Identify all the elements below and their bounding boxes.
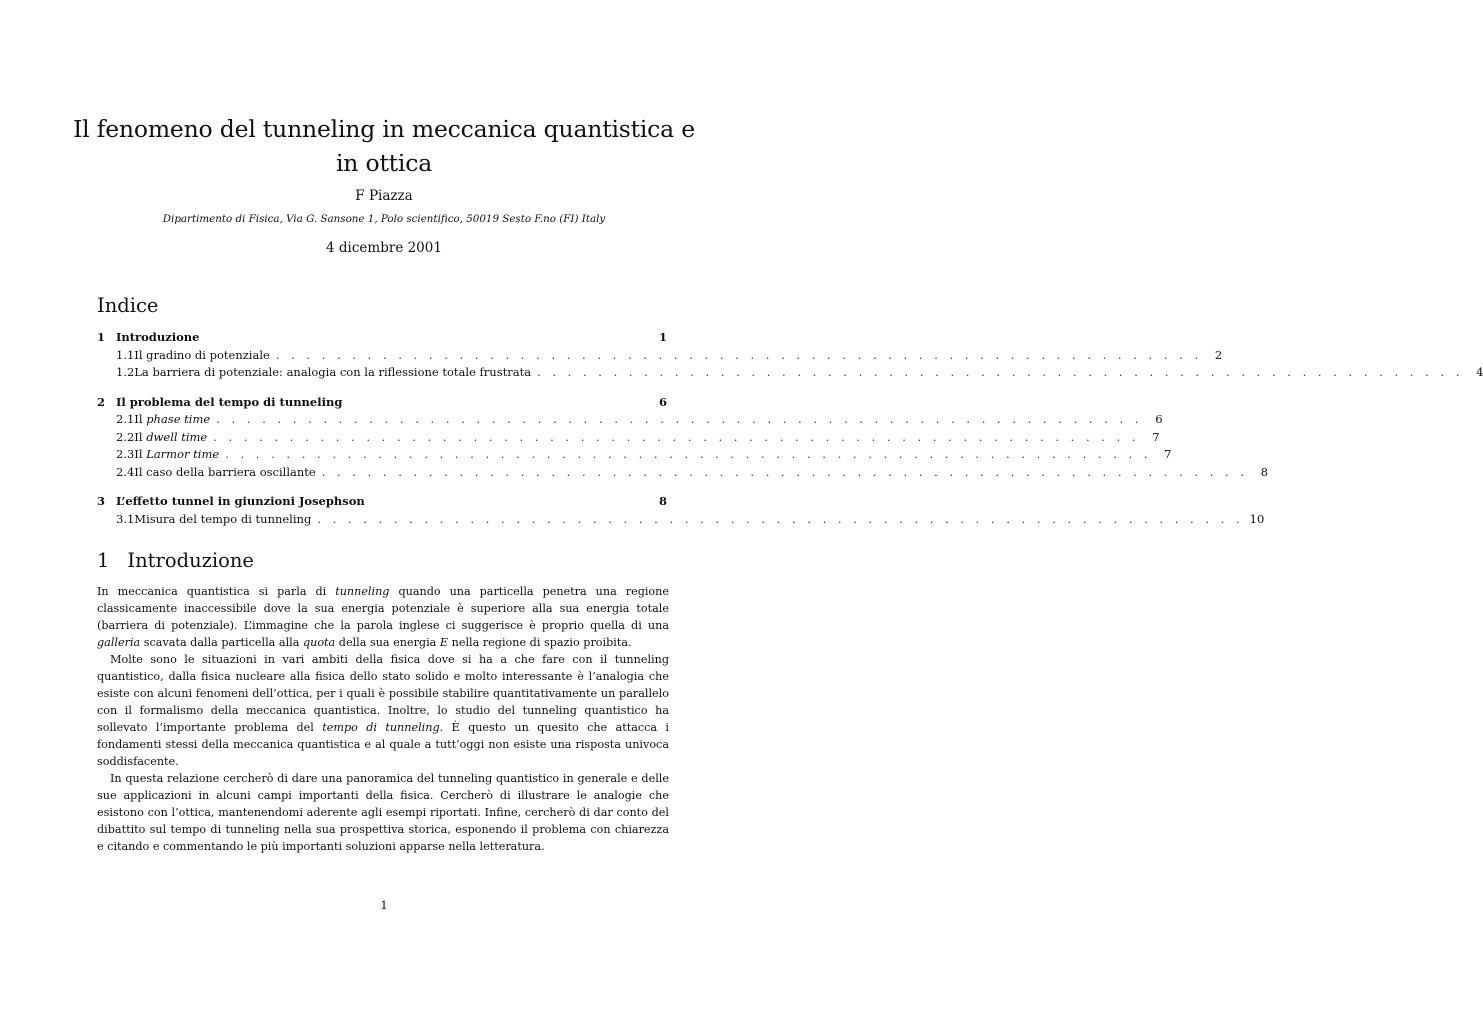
toc-entry-number: 2.1 (116, 412, 135, 426)
toc-entry-page: 6 (1155, 412, 1163, 426)
toc-entry-page: 7 (1152, 429, 1160, 444)
toc-entry[interactable]: 2.2 Il dwell time . . . . . . . . . . . . . . . . . . . . . . . . . . . . . . . . . . . . . . . . . . . . . . . . . . . . . . . . . . . . . 7 (97, 429, 667, 447)
toc-entry[interactable] (97, 329, 667, 347)
toc-entry-number: 3.1 (116, 511, 135, 526)
affiliation: Dipartimento di Fisica, Via G. Sansone 1, Polo scientifico, 50019 Sesto F.no (FI) Italy (162, 213, 606, 225)
toc-entry-title: Il dwell time (134, 429, 208, 444)
author: F Piazza (355, 188, 413, 204)
toc-entry-page: 8 (1260, 464, 1269, 479)
toc-entry-number: 2.3 (116, 447, 135, 461)
section-body (97, 583, 669, 855)
toc-entry[interactable]: 2.1 Il phase time . . . . . . . . . . . . . . . . . . . . . . . . . . . . . . . . . . . . . . . . . . . . . . . . . . . . . . . . . . . . . 6 (97, 411, 667, 429)
toc-entry-number: 1.1 (116, 347, 135, 362)
toc-entry-page: 7 (1164, 447, 1172, 461)
section-number: 1 (97, 549, 110, 572)
section-title: Introduzione (127, 549, 254, 572)
toc-entry-title: Il Larmor time (134, 447, 220, 461)
toc-entry-number: 2.4 (116, 464, 135, 479)
toc-heading: Indice (97, 294, 159, 317)
paragraph: Molte sono le situazioni in vari ambiti della fisica dove si ha a che fare con il tunneling quantistico, dalla fisica nucleare alla fisica dello stato solido e molto interessante è l’analogia che esiste con alcuni fenomeni dell’ottica, per i quali è possibile stabilire quantitativamente un parallelo con il formalismo della meccanica quantistica. Inoltre, lo studio del tunneling quantistico ha sollevato l’importante problema del tempo di tunneling. È questo un quesito che attacca i fondamenti stessi della meccanica quantistica e al quale a tutt’oggi non esiste una risposta univoca soddisfacente. (97, 653, 670, 768)
toc-entry-number: 2 (97, 394, 106, 409)
toc-entry-title: Il problema del tempo di tunneling (116, 394, 343, 409)
toc-entry-title: Il caso della barriera oscillante (134, 464, 316, 479)
toc-entry-page: 1 (658, 330, 667, 344)
toc-entry-page: 10 (1249, 511, 1265, 526)
toc-entry-title: Il gradino di potenziale (134, 347, 270, 362)
toc-entry-page: 8 (658, 494, 667, 508)
paragraph: In meccanica quantistica si parla di tunneling quando una particella penetra una regione classicamente inaccessibile dove la sua energia potenziale è superiore alla sua energia totale (barriera di potenziale). L’immagine che la parola inglese ci suggerisce è proprio quella di una galleria scavata dalla particella alla quota della sua energia E nella regione di spazio proibita. (97, 585, 669, 649)
toc-entry[interactable] (97, 493, 667, 511)
section-heading (97, 549, 254, 572)
toc-entry-page: 6 (658, 394, 667, 409)
table-of-contents (97, 329, 1483, 528)
toc-entry-page: 2 (1214, 347, 1223, 362)
toc-entry-title: Introduzione (116, 330, 200, 344)
toc-entry-number: 1 (97, 330, 106, 344)
toc-entry-title: La barriera di potenziale: analogia con la riflessione totale frustrata (134, 365, 532, 379)
toc-entry[interactable]: 1.2 La barriera di potenziale: analogia con la riflessione totale frustrata . . . . . . . . . . . . . . . . . . . . . . . . . . . . . . . . . . . . . . . . . . . . . . . . . . . . . . . . . . . . . 4 (97, 364, 667, 382)
toc-entry[interactable]: 2.4 Il caso della barriera oscillante . . . . . . . . . . . . . . . . . . . . . . . . . . . . . . . . . . . . . . . . . . . . . . . . . . . . . . . . . . . . . 8 (97, 464, 667, 482)
toc-entry[interactable]: 3.1 Misura del tempo di tunneling . . . . . . . . . . . . . . . . . . . . . . . . . . . . . . . . . . . . . . . . . . . . . . . . . . . . . . . . . . . . . 10 (97, 511, 667, 529)
toc-entry-title: Il phase time (134, 412, 211, 426)
toc-entry[interactable]: 2.3 Il Larmor time . . . . . . . . . . . . . . . . . . . . . . . . . . . . . . . . . . . . . . . . . . . . . . . . . . . . . . . . . . . . . 7 (97, 446, 667, 464)
toc-entry[interactable]: 1.1 Il gradino di potenziale . . . . . . . . . . . . . . . . . . . . . . . . . . . . . . . . . . . . . . . . . . . . . . . . . . . . . . . . . . . . . 2 (97, 347, 667, 365)
toc-entry[interactable] (97, 394, 667, 412)
toc-entry-page: 4 (1476, 365, 1483, 379)
paper-title: Il fenomeno del tunneling in meccanica quantistica e in ottica (73, 115, 695, 177)
paragraph: In questa relazione cercherò di dare una panoramica del tunneling quantistico in generale e delle sue applicazioni in alcuni campi importanti della fisica. Cercherò di illustrare le analogie che esistono con l’ottica, mantenendomi aderente agli esempi riportati. Infine, cercherò di dar conto del dibattito sul tempo di tunneling nella sua prospettiva storica, esponendo il problema con chiarezza e citando e commentando le più importanti soluzioni apparse nella letteratura. (97, 772, 669, 853)
toc-entry-number: 2.2 (116, 429, 135, 444)
toc-entry-number: 3 (97, 494, 106, 508)
toc-entry-number: 1.2 (116, 365, 135, 379)
toc-entry-title: Misura del tempo di tunneling (134, 511, 312, 526)
date: 4 dicembre 2001 (326, 240, 442, 256)
toc-entry-title: L’effetto tunnel in giunzioni Josephson (116, 494, 365, 508)
page-number: 1 (380, 898, 388, 912)
